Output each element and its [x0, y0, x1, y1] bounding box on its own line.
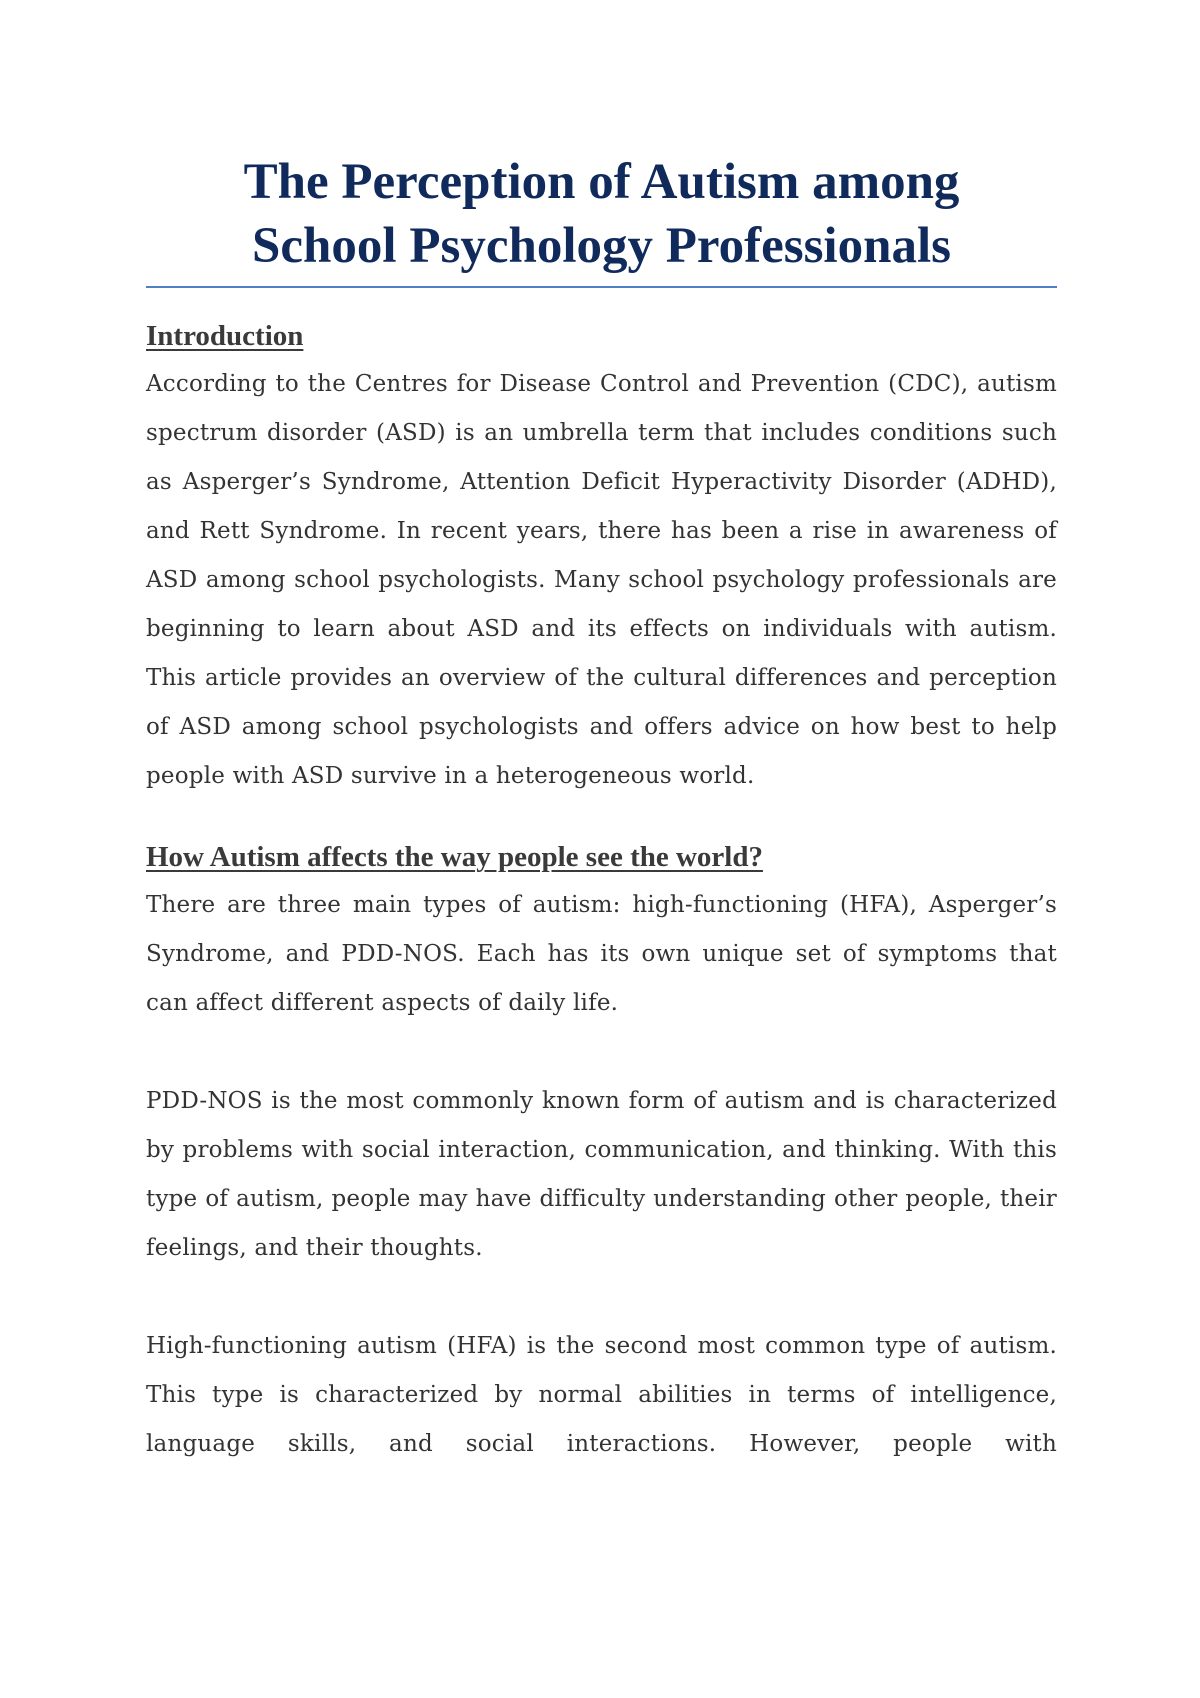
autism-types-paragraph: There are three main types of autism: high-functioning (HFA), Asperger’s Syndrome, and PDD-NOS. Each has its own unique set of symptoms that can affect different aspects of daily life.	[146, 892, 1057, 1016]
introduction-paragraph: According to the Centres for Disease Control and Prevention (CDC), autism spectrum disorder (ASD) is an umbrella term that includes conditions such as Asperger’s Syndrome, Attention Deficit Hyperactivity Disorder (ADHD), and Rett Syndrome. In recent years, there has been a rise in awareness of ASD among school psychologists. Many school psychology professionals are beginning to learn about ASD and its effects on individuals with autism. This article provides an overview of the cultural differences and perception of ASD among school psychologists and offers advice on how best to help people with ASD survive in a heterogeneous world.	[146, 371, 1057, 789]
document-title	[146, 150, 1057, 278]
pdd-nos-paragraph: PDD-NOS is the most commonly known form of autism and is characterized by problems with social interaction, communication, and thinking. With this type of autism, people may have difficulty understanding other people, their feelings, and their thoughts.	[146, 1088, 1057, 1261]
how-autism-heading: How Autism affects the way people see the world?	[146, 841, 763, 873]
title-line-2: School Psychology Professionals	[252, 218, 951, 274]
title-line-1: The Perception of Autism among	[243, 154, 960, 210]
hfa-paragraph: High-functioning autism (HFA) is the second most common type of autism. This type is characterized by normal abilities in terms of intelligence, language skills, and social interactions. However, people with	[146, 1333, 1057, 1457]
introduction-heading: Introduction	[146, 320, 304, 352]
document-content	[146, 150, 1057, 1469]
title-underline-rule	[146, 286, 1057, 288]
